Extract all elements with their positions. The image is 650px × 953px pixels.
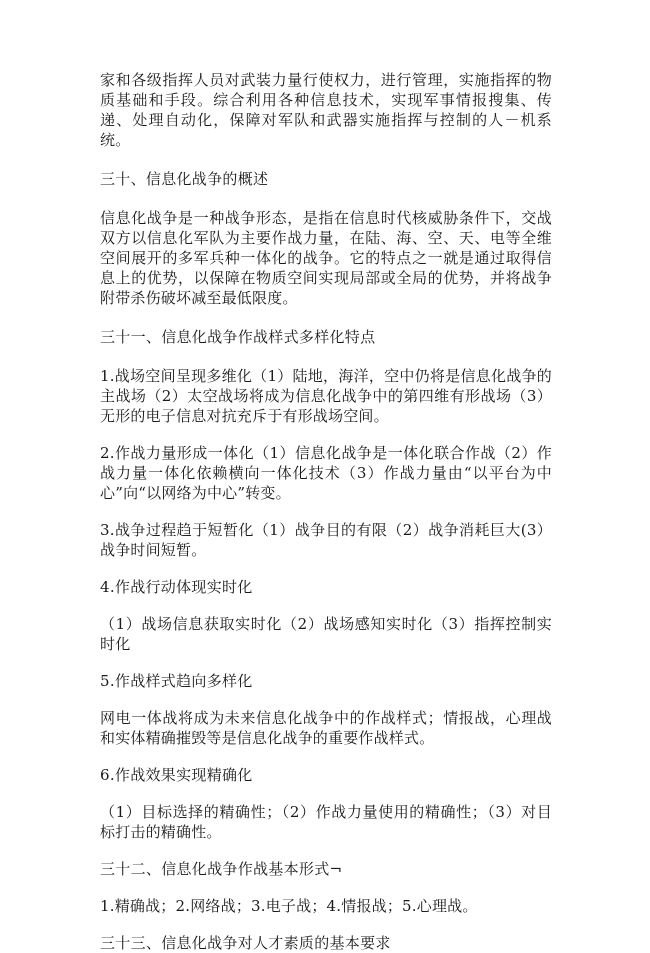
paragraph-point-4-body: （1）战场信息获取实时化（2）战场感知实时化（3）指挥控制实时化 — [100, 615, 552, 653]
heading-point-6: 6.作战效果实现精确化 — [100, 766, 253, 784]
paragraph-point-6-body: （1）目标选择的精确性；（2）作战力量使用的精确性；（3）对目标打击的精确性。 — [100, 803, 552, 841]
document-page — [100, 70, 552, 953]
paragraph-point-2: 2.作战力量形成一体化（1）信息化战争是一体化联合作战（2）作战力量一体化依赖横向一体化技术（3）作战力量由“以平台为中心”向“以网络为中心”转变。 — [100, 444, 552, 502]
paragraph-point-3: 3.战争过程趋于短暂化（1）战争目的有限（2）战争消耗巨大(3）战争时间短暂。 — [100, 521, 552, 559]
heading-point-4: 4.作战行动体现实时化 — [100, 578, 253, 596]
paragraph-point-1: 1.战场空间呈现多维化（1）陆地，海洋，空中仍将是信息化战争的主战场（2）太空战场将成为信息化战争中的第四维有形战场（3）无形的电子信息对抗充斥于有形战场空间。 — [100, 367, 552, 425]
heading-point-5: 5.作战样式趋向多样化 — [100, 672, 253, 690]
heading-section-30: 三十、信息化战争的概述 — [100, 170, 269, 188]
paragraph-point-5-body: 网电一体战将成为未来信息化战争中的作战样式；情报战，心理战和实体精确摧毁等是信息化战争的重要作战样式。 — [100, 709, 552, 747]
heading-section-33: 三十三、信息化战争对人才素质的基本要求 — [100, 934, 391, 952]
paragraph-basic-forms: 1.精确战；2.网络战；3.电子战；4.情报战；5.心理战。 — [100, 897, 478, 915]
paragraph-info-war-definition: 信息化战争是一种战争形态，是指在信息时代核威胁条件下，交战双方以信息化军队为主要作战力量，在陆、海、空、天、电等全维空间展开的多军兵种一体化的战争。它的特点之一就是通过取得信息上的优势，以保障在物质空间实现局部或全局的优势，并将战争附带杀伤破坏减至最低限度。 — [100, 209, 552, 307]
paragraph-command-system: 家和各级指挥人员对武装力量行使权力，进行管理，实施指挥的物质基础和手段。综合利用各种信息技术，实现军事情报搜集、传递、处理自动化，保障对军队和武器实施指挥与控制的人－机系统。 — [100, 71, 552, 149]
heading-section-31: 三十一、信息化战争作战样式多样化特点 — [100, 328, 376, 346]
heading-section-32: 三十二、信息化战争作战基本形式¬ — [100, 860, 343, 878]
